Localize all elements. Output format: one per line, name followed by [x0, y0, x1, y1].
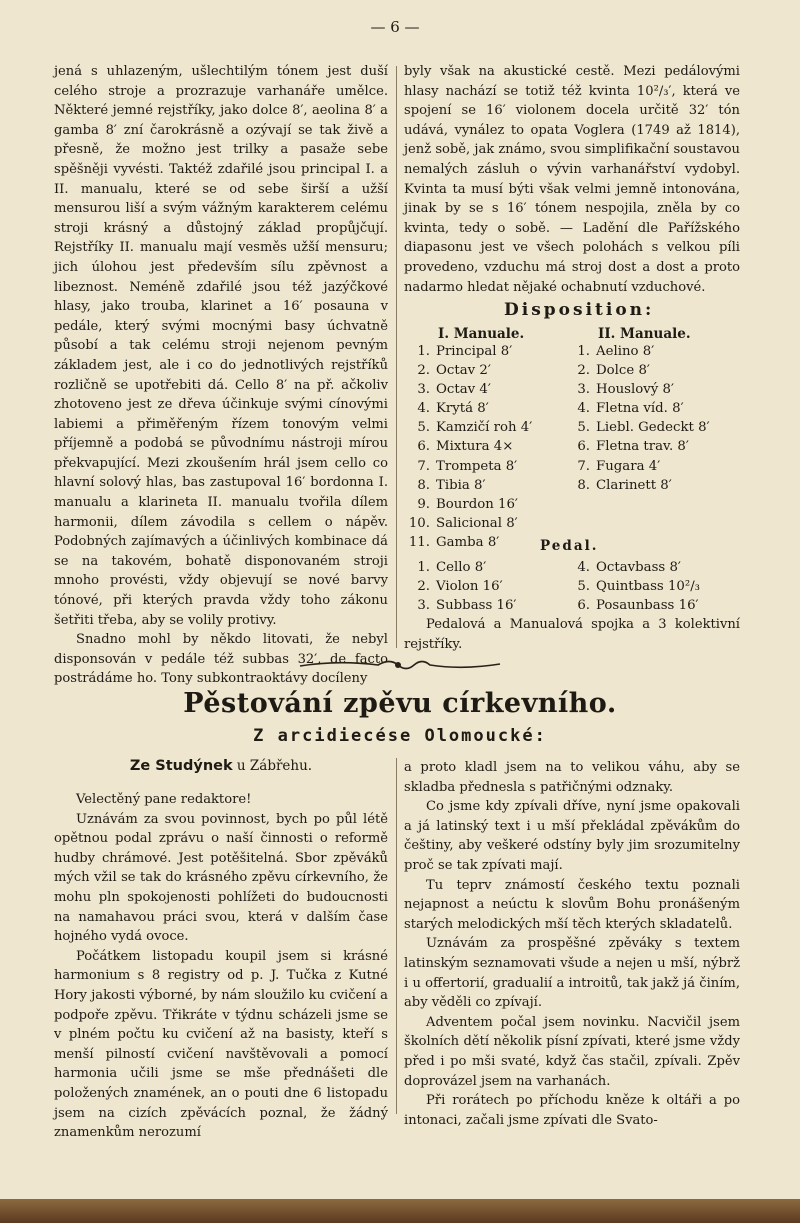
stop-item: 6. Posaunbass 16′ [577, 598, 699, 614]
byline-place: Ze Studýnek [129, 758, 233, 774]
stop-item: 5. Liebl. Gedeckt 8′ [577, 420, 710, 436]
stop-item: 8. Clarinett 8′ [577, 477, 672, 493]
organ-review-right-column [404, 62, 740, 297]
article-right-column [404, 758, 740, 1130]
paragraph: Uznávám za prospěšné zpěváky s textem latinským seznamovati všude a nejen u mší, nýbrž i u offertorií, gradualií a introitů, tak jakž já činím, aby věděli co zpívají. [404, 936, 740, 1011]
manual-2-stop-list [564, 342, 710, 495]
disposition-heading: Disposition: [504, 300, 655, 320]
stop-item: 10. Salicional 8′ [408, 515, 518, 531]
ornament-divider [298, 656, 502, 674]
stop-item: 7. Fugara 4′ [577, 458, 661, 474]
manual-1-heading: I. Manuale. [438, 326, 525, 342]
paragraph: a proto kladl jsem na to velikou váhu, aby se skladba přednesla s patřičnými odznaky. [404, 760, 740, 795]
stop-item: 5. Quintbass 10²/₃ [577, 579, 700, 595]
stop-item: 5. Kamzičí roh 4′ [417, 420, 533, 436]
pedal-heading: Pedal. [540, 538, 599, 554]
salutation: Velectěný pane redaktore! [76, 792, 252, 807]
stop-item: 1. Cello 8′ [417, 560, 487, 575]
coupler-note: Pedalová a Manualová spojka a 3 kolektivní rejstříky. [404, 617, 740, 652]
stop-item: 2. Dolce 8′ [577, 363, 650, 379]
page-bottom-edge [0, 1199, 800, 1223]
article-subtitle: Z arcidiecése Olomoucké: [253, 726, 547, 746]
organ-review-left-column [54, 62, 388, 689]
stop-item: 4. Krytá 8′ [417, 401, 489, 417]
paragraph: Uznávám za svou povinnost, bych po půl létě opětnou podal zprávu o naší činnosti o reformě hudby chrámové. Jest potěšitelná. Sbor zpěváků mých vžil se tak do krásného zpěvu církevního, že mohu pln spokojenosti pohlížeti do budoucnosti na namahavou práci svou, která v dalším čase hojného vydá ovoce. [54, 811, 388, 945]
stop-item: 4. Fletna víd. 8′ [577, 401, 684, 417]
stop-item: 4. Octavbass 8′ [577, 560, 681, 575]
stop-item: 7. Trompeta 8′ [417, 458, 518, 474]
pedal-stop-list-left [404, 558, 516, 615]
stop-item: 9. Bourdon 16′ [417, 496, 518, 512]
stop-item: 8. Tibia 8′ [417, 477, 486, 493]
manual-1-stop-list [404, 342, 532, 552]
paragraph: Co jsme kdy zpívali dříve, nyní jsme opakovali a já latinský text i u mší překládal zpěvákům do češtiny, aby veškeré odstíny byly jim srozumitelny proč se tak zpívati mají. [404, 799, 740, 873]
paragraph: Snadno mohl by někdo litovati, že nebyl disponsován v pedále též subbas 32′, de facto postrádáme ho. Tony subkontraoktávy docíleny [54, 632, 388, 687]
paragraph: byly však na akustické cestě. Mezi pedálovými hlasy nachází se totiž též kvinta 10²/₃′, která ve spojení se 16′ violonem docela určitě 32′ tón udává, vynález to opata Voglera (1749 až 1814), jenž sobě, jak známo, svou simplifikační soustavou nemalých zásluh o vývin varhanářství vydobyl. Kvinta ta musí býti však velmi jemně intonována, jinak by se s 16′ tónem nespojila, zněla by co kvinta, tedy o sobě. — Ladění dle Pařížského diapasonu jest ve všech polohách s velkou píli provedeno, vzduchu má stroj dost a dost a proto nadarmo hledat nějaké ochabnutí vzduchové. [404, 64, 740, 295]
column-divider [396, 758, 397, 1114]
stop-item: 3. Subbass 16′ [417, 598, 517, 614]
pedal-stop-list-right [564, 558, 700, 615]
stop-item: 1. Aelino 8′ [577, 344, 655, 359]
paragraph: jená s uhlazeným, ušlechtilým tónem jest duší celého stroje a prozrazuje varhanáře umělce. Některé jemné rejstříky, jako dolce 8′, aeolina 8′ a gamba 8′ zní čarokrásně a ozývají se tak živě a přesně, že možno jest trilky a pasaže sebe spěšněji vyvésti. Taktéž zdařilé jsou principal I. a II. manualu, které se od sebe širší a užší mensurou liší a svým vážným karakterem celému stroji krásný a důstojný základ propůjčují. Rejstříky II. manualu mají vesměs užší mensuru; jich úlohou jest především sílu zpěvnost a libeznost. Neméně zdařilé jsou též jazýčkové hlasy, jako trouba, klarinet a 16′ posauna v pedále, který svými mocnými basy úchvatně působí a tak celému stroji nejenom pevným základem jest, ale i co do jednotlivých rejstříků rozličně se upotřebiti dá. Cello 8′ na př. ačkoliv zhotoveno jest ze dřeva účinkuje svými cínovými labiemi a přiměřeným řízem tonovým velmi příjemně a podobá se původnímu nástroji mírou překvapující. Mezi zkoušením hrál jsem cello co hlavní solový hlas, bas zastupoval 16′ bordonna I. manualu a klarineta II. manualu tvořila dílem harmonii, dílem závodila s cellem o nápěv. Podobných zajímavých a účinlivých kombinace dá se na takovém, bohatě disponovaném stroji mnoho provésti, vždy objevují se nové barvy tónové, při kterých pravda vždy toho zákonu šetřiti třeba, aby se volily protivy. [54, 64, 388, 628]
article-left-column [54, 790, 388, 1143]
paragraph: Adventem počal jsem novinku. Nacvičil jsem školních dětí několik písní zpívati, které jsme vždy před i po mši svaté, když čas stačil, zpívali. Zpěv doprovázel jsem na varhanách. [404, 1014, 740, 1089]
byline: Ze Studýnek u Zábřehu. [129, 758, 313, 774]
manual-2-heading: II. Manuale. [598, 326, 691, 342]
stop-item: 2. Octav 2′ [417, 363, 491, 379]
stop-item: 3. Octav 4′ [417, 382, 491, 398]
stop-item: 3. Houslový 8′ [577, 382, 674, 398]
paragraph: Tu teprv známostí českého textu poznali nejapnost a neúctu k slovům Bohu pronášeným starých melodických mší těch kterých skladatelů. [404, 877, 740, 932]
column-divider [396, 66, 397, 648]
paragraph: Při rorátech po příchodu kněze k oltáři a po intonaci, začali jsme zpívati dle Svato- [404, 1093, 740, 1128]
stop-item: 2. Violon 16′ [417, 579, 503, 595]
stop-item: 6. Fletna trav. 8′ [577, 439, 689, 455]
article-title: Pěstování zpěvu církevního. [183, 688, 617, 719]
stop-item: 1. Principal 8′ [417, 344, 513, 359]
paragraph: Počátkem listopadu koupil jsem si krásné harmonium s 8 registry od p. J. Tučka z Kutné Hory jakosti výborné, by nám sloužilo ku cvičení a podpoře zpěvu. Třikráte v týdnu scházeli jsme se v plném počtu ku cvičení až na basisty, kteří s menší pilností cvičení navštěvovali a pomocí harmonia učili jsme se mše přednášeti dle položených znamének, an o pouti dne 6 listopadu jsem na cizích zpěvácích poznal, že žádný znamenkům nerozumí [54, 948, 388, 1141]
stop-item: 6. Mixtura 4× [417, 439, 514, 455]
page-number: — 6 — [370, 18, 420, 36]
stop-item: 11. Gamba 8′ [408, 534, 500, 550]
